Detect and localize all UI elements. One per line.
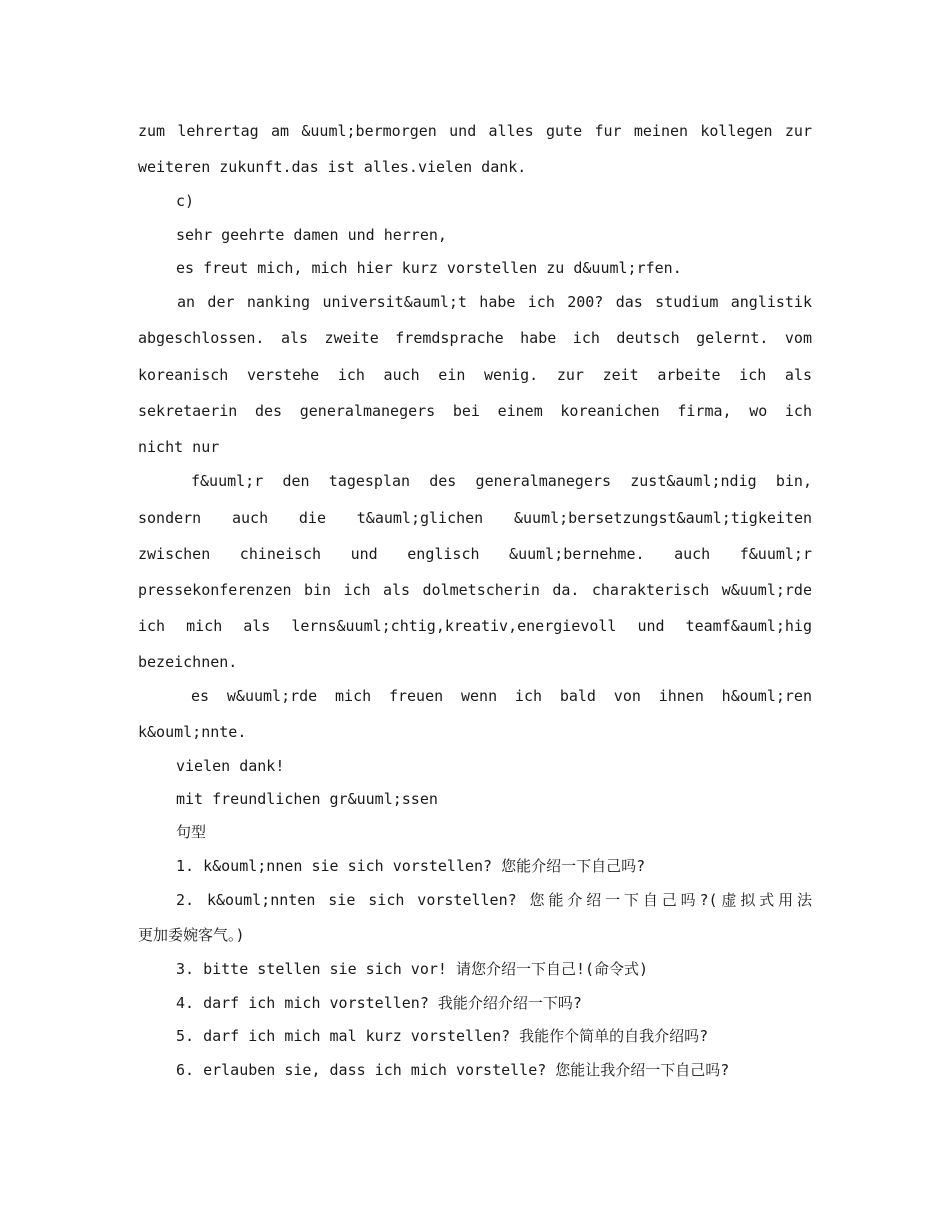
text-line-2: weiteren zukunft.das ist alles.vielen dank. bbox=[138, 158, 527, 176]
pattern-item-2-cont: 更加委婉客气。) bbox=[138, 926, 245, 944]
text-line-1: zum lehrertag am &uuml;bermorgen und alles gute fur meinen kollegen zur bbox=[138, 122, 812, 140]
salutation: sehr geehrte damen und herren, bbox=[176, 226, 447, 244]
closing-regards: mit freundlichen gr&uuml;ssen bbox=[176, 790, 438, 808]
pattern-item-2: 2. k&ouml;nnten sie sich vorstellen? 您能介绍一下自己吗?(虚拟式用法 bbox=[176, 891, 812, 909]
pattern-item-1: 1. k&ouml;nnen sie sich vorstellen? 您能介绍一下自己吗? bbox=[176, 857, 646, 875]
text-line-8: koreanisch verstehe ich auch ein wenig. zur zeit arbeite ich als bbox=[138, 366, 812, 384]
text-line-7: abgeschlossen. als zweite fremdsprache habe ich deutsch gelernt. vom bbox=[138, 329, 812, 347]
text-line-17: es w&uuml;rde mich freuen wenn ich bald von ihnen h&ouml;ren bbox=[191, 687, 812, 705]
section-label: c) bbox=[176, 192, 195, 210]
text-line-10: nicht nur bbox=[138, 438, 220, 456]
text-line-11: f&uuml;r den tagesplan des generalmanegers zust&auml;ndig bin, bbox=[191, 472, 812, 490]
text-line-13: zwischen chineisch und englisch &uuml;bernehme. auch f&uuml;r bbox=[138, 545, 812, 563]
text-line-12: sondern auch die t&auml;glichen &uuml;bersetzungst&auml;tigkeiten bbox=[138, 509, 812, 527]
text-line-5: es freut mich, mich hier kurz vorstellen zu d&uuml;rfen. bbox=[176, 259, 682, 277]
text-line-14: pressekonferenzen bin ich als dolmetscherin da. charakterisch w&uuml;rde bbox=[138, 581, 812, 599]
section-heading: 句型 bbox=[176, 823, 207, 841]
closing-thanks: vielen dank! bbox=[176, 757, 285, 775]
pattern-item-4: 4. darf ich mich vorstellen? 我能介绍介绍一下吗? bbox=[176, 994, 582, 1012]
text-line-6: an der nanking universit&auml;t habe ich 200? das studium anglistik bbox=[177, 293, 812, 311]
pattern-item-6: 6. erlauben sie, dass ich mich vorstelle? 您能让我介绍一下自己吗? bbox=[176, 1061, 730, 1079]
text-line-18: k&ouml;nnte. bbox=[138, 723, 247, 741]
text-line-16: bezeichnen. bbox=[138, 653, 238, 671]
pattern-item-5: 5. darf ich mich mal kurz vorstellen? 我能作个简单的自我介绍吗? bbox=[176, 1027, 709, 1045]
text-line-9: sekretaerin des generalmanegers bei einem koreanichen firma, wo ich bbox=[138, 402, 812, 420]
pattern-item-3: 3. bitte stellen sie sich vor! 请您介绍一下自己!(命令式) bbox=[176, 960, 649, 978]
text-line-15: ich mich als lerns&uuml;chtig,kreativ,energievoll und teamf&auml;hig bbox=[138, 617, 812, 635]
